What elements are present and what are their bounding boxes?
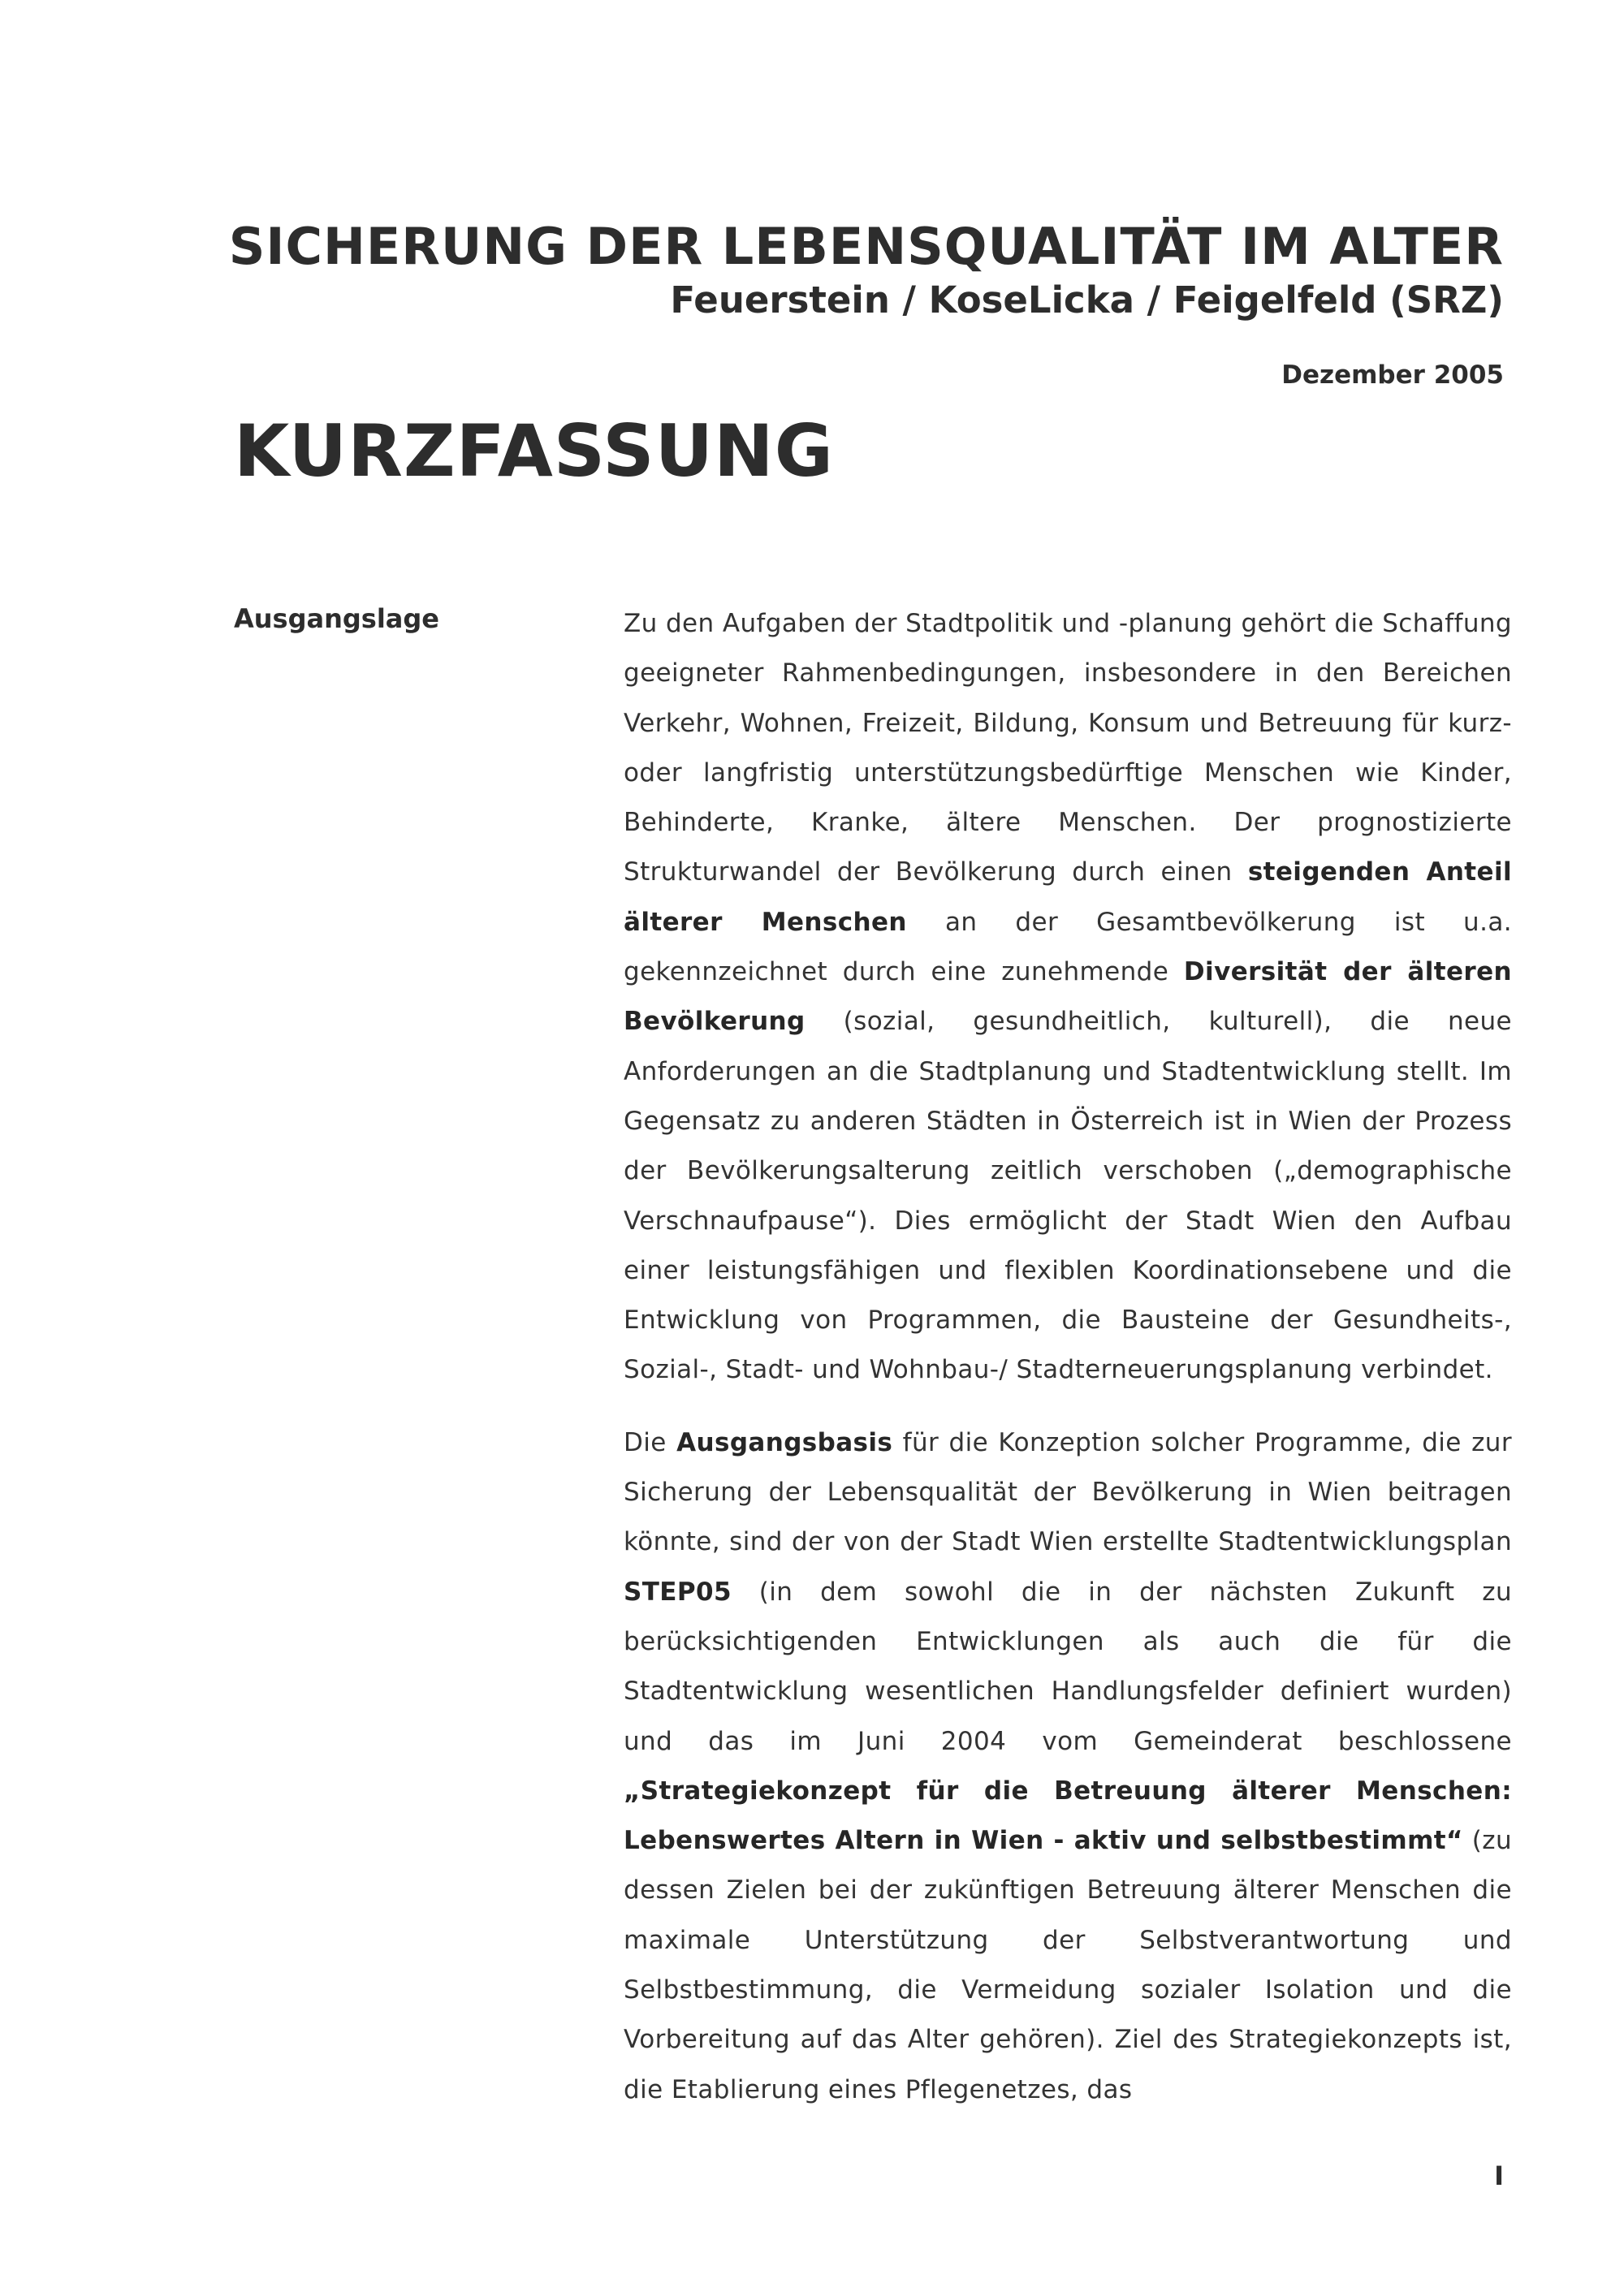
emphasis-text: STEP05	[624, 1577, 732, 1607]
emphasis-text: „Strategiekonzept für die Betreuung älterer Menschen: Lebenswertes Altern in Wien - aktiv und selbstbestimmt“	[624, 1776, 1512, 1856]
page-number: I	[1494, 2160, 1504, 2191]
document-header	[123, 218, 1504, 323]
document-title: SICHERUNG DER LEBENSQUALITÄT IM ALTER	[228, 217, 1504, 276]
paragraph-text: (in dem sowohl die in der nächsten Zukunft zu berücksichtigenden Entwicklungen als auch die für die Stadtentwicklung wesentlichen Handlungsfelder definiert wurden) und das im Juni 2004 vom Gemeinderat beschlossene	[624, 1577, 1512, 1756]
paragraph-text: an der Gesamtbevölkerung ist u.a. gekennzeichnet durch eine zunehmende	[624, 907, 1512, 987]
document-authors: Feuerstein / KoseLicka / Feigelfeld (SRZ)	[670, 278, 1504, 322]
paragraph-ausgangslage	[624, 599, 1512, 1396]
section-side-label: Ausgangslage	[234, 603, 439, 634]
body-text	[624, 599, 1512, 2138]
section-heading: KURZFASSUNG	[234, 409, 834, 493]
emphasis-text: steigenden Anteil älterer Menschen	[624, 857, 1512, 937]
paragraph-text: (zu dessen Zielen bei der zukünftigen Betreuung älterer Menschen die maximale Unterstützung der Selbstverantwortung und Selbstbestimmung, die Vermeidung sozialer Isolation und die Vorbereitung auf das Alter gehören). Ziel des Strategiekonzepts ist, die Etablierung eines Pflegenetzes, das	[624, 1826, 1513, 2104]
paragraph-text: Zu den Aufgaben der Stadtpolitik und -planung gehört die Schaffung geeigneter Rahmenbedingungen, insbesondere in den Bereichen Verkehr, Wohnen, Freizeit, Bildung, Konsum und Betreuung für kurz- oder langfristig unterstützungsbedürftige Menschen wie Kinder, Behinderte, Kranke, ältere Menschen. Der prognostizierte Strukturwandel der Bevölkerung durch einen	[624, 609, 1512, 887]
paragraph-text: Die	[624, 1427, 677, 1457]
paragraph-text: (sozial, gesundheitlich, kulturell), die neue Anforderungen an die Stadtplanung und Stadtentwicklung stellt. Im Gegensatz zu anderen Städten in Österreich ist in Wien der Prozess der Bevölkerungsalterung zeitlich verschoben („demographische Verschnaufpause“). Dies ermöglicht der Stadt Wien den Aufbau einer leistungsfähigen und flexiblen Koordinationsebene und die Entwicklung von Programmen, die Bausteine der Gesundheits-, Sozial-, Stadt- und Wohnbau-/ Stadterneuerungsplanung verbindet.	[624, 1007, 1512, 1385]
document-date: Dezember 2005	[1281, 360, 1504, 390]
paragraph-ausgangsbasis	[624, 1418, 1512, 2115]
paragraph-text: für die Konzeption solcher Programme, die zur Sicherung der Lebensqualität der Bevölkerung in Wien beitragen könnte, sind der von der Stadt Wien erstellte Stadtentwicklungsplan	[624, 1427, 1512, 1557]
emphasis-text: Diversität der älteren Bevölkerung	[624, 957, 1512, 1037]
emphasis-text: Ausgangsbasis	[676, 1427, 893, 1457]
